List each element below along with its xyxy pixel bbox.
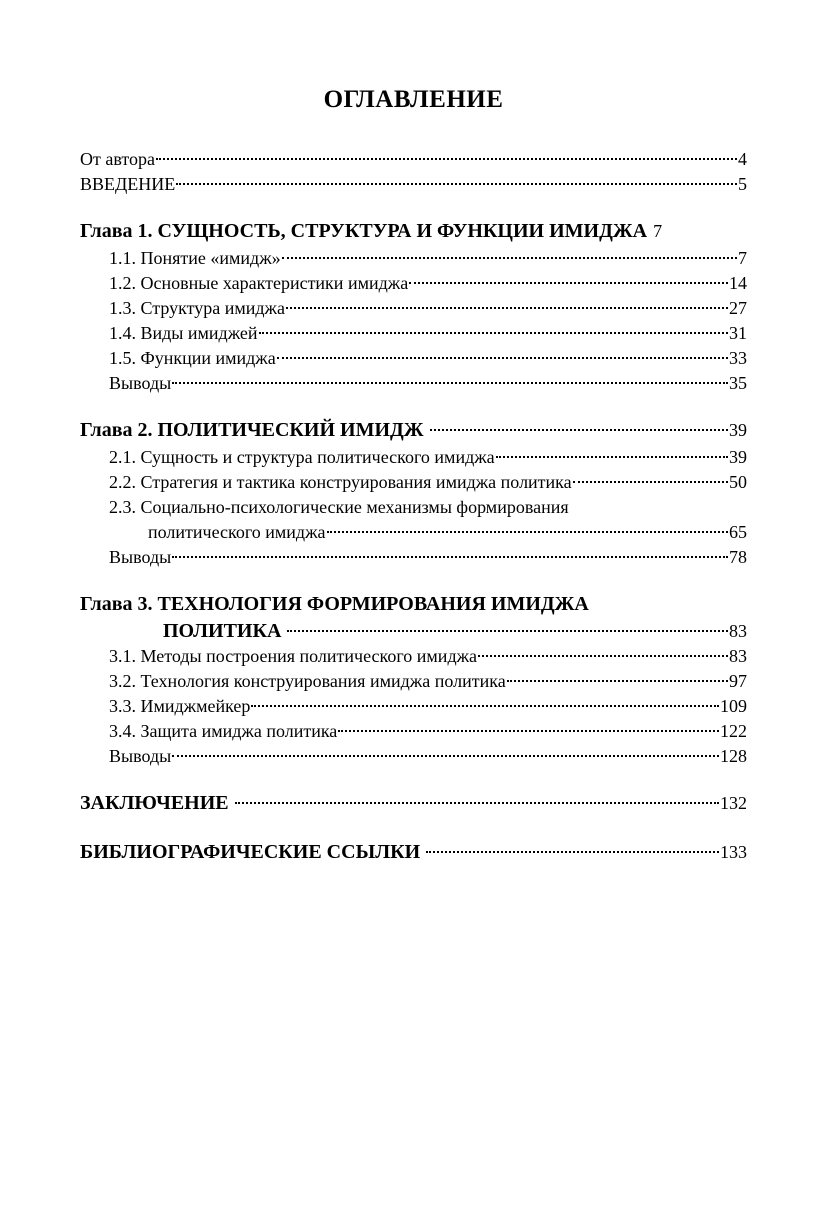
toc-entry-3-2[interactable] bbox=[80, 669, 747, 694]
toc-entry-page: 14 bbox=[729, 273, 747, 293]
toc-entry-introduction[interactable] bbox=[80, 172, 747, 197]
toc-entry-page: 27 bbox=[729, 298, 747, 318]
toc-entry-page: 35 bbox=[729, 373, 747, 393]
toc-chapter-1[interactable] bbox=[80, 217, 747, 246]
toc-entry-page: 109 bbox=[720, 696, 747, 716]
dot-leader bbox=[430, 429, 728, 431]
toc-entry-1-3[interactable] bbox=[80, 296, 747, 321]
toc-entry-page: 4 bbox=[738, 149, 747, 169]
dot-leader bbox=[156, 158, 737, 160]
toc-entry-label: Выводы bbox=[109, 373, 172, 393]
toc-entry-page: 50 bbox=[729, 472, 747, 492]
toc-entry-page: 65 bbox=[729, 522, 747, 542]
toc-entry-2-conclusions[interactable] bbox=[80, 545, 747, 570]
toc-entry-page: 133 bbox=[720, 842, 747, 862]
table-of-contents bbox=[80, 147, 747, 867]
toc-entry-label: Выводы bbox=[109, 746, 172, 766]
dot-leader bbox=[235, 802, 719, 804]
toc-entry-label: 3.4. Защита имиджа политика bbox=[109, 721, 338, 741]
toc-entry-conclusion[interactable] bbox=[80, 789, 747, 818]
toc-entry-label: 2.1. Сущность и структура политического имиджа bbox=[109, 447, 495, 467]
dot-leader bbox=[327, 531, 729, 533]
toc-entry-2-1[interactable] bbox=[80, 445, 747, 470]
toc-entry-page: 5 bbox=[738, 174, 747, 194]
toc-entry-bibliography[interactable] bbox=[80, 838, 747, 867]
toc-entry-page: 7 bbox=[653, 221, 663, 241]
toc-entry-2-2[interactable] bbox=[80, 470, 747, 495]
toc-entry-label: Выводы bbox=[109, 547, 172, 567]
chapter-heading: БИБЛИОГРАФИЧЕСКИЕ ССЫЛКИ bbox=[80, 841, 421, 863]
toc-entry-foreword[interactable] bbox=[80, 147, 747, 172]
toc-entry-1-5[interactable] bbox=[80, 346, 747, 371]
chapter-heading: Глава 1. СУЩНОСТЬ, СТРУКТУРА И ФУНКЦИИ ИМИДЖА bbox=[80, 220, 648, 242]
toc-entry-label: 1.5. Функции имиджа bbox=[109, 348, 276, 368]
toc-chapter-2[interactable] bbox=[80, 416, 747, 445]
toc-entry-label: ВВЕДЕНИЕ bbox=[80, 174, 176, 194]
chapter-heading: Глава 2. ПОЛИТИЧЕСКИЙ ИМИДЖ bbox=[80, 419, 424, 441]
toc-entry-page: 39 bbox=[729, 420, 747, 440]
toc-entry-label: 3.3. Имиджмейкер bbox=[109, 696, 251, 716]
dot-leader bbox=[573, 481, 728, 483]
toc-entry-page: 78 bbox=[729, 547, 747, 567]
dot-leader bbox=[426, 851, 719, 853]
page-title: ОГЛАВЛЕНИЕ bbox=[323, 86, 504, 113]
toc-entry-1-1[interactable] bbox=[80, 246, 747, 271]
toc-entry-page: 122 bbox=[720, 721, 747, 741]
toc-chapter-3[interactable] bbox=[80, 619, 747, 644]
toc-entry-page: 33 bbox=[729, 348, 747, 368]
toc-entry-page: 39 bbox=[729, 447, 747, 467]
toc-entry-page: 7 bbox=[738, 248, 747, 268]
dot-leader bbox=[338, 730, 719, 732]
dot-leader bbox=[409, 282, 728, 284]
dot-leader bbox=[282, 257, 737, 259]
toc-entry-page: 83 bbox=[729, 646, 747, 666]
dot-leader bbox=[172, 755, 719, 757]
toc-entry-2-3-line1[interactable]: 2.3. Социально-психологические механизмы формирования bbox=[109, 497, 569, 517]
dot-leader bbox=[172, 556, 728, 558]
toc-entry-1-4[interactable] bbox=[80, 321, 747, 346]
toc-entry-label: политического имиджа bbox=[148, 522, 326, 542]
toc-entry-1-2[interactable] bbox=[80, 271, 747, 296]
toc-entry-label: 1.3. Структура имиджа bbox=[109, 298, 285, 318]
toc-entry-label: 1.4. Виды имиджей bbox=[109, 323, 258, 343]
toc-entry-label: 3.2. Технология конструирования имиджа политика bbox=[109, 671, 506, 691]
toc-entry-label: 1.1. Понятие «имидж» bbox=[109, 248, 281, 268]
dot-leader bbox=[286, 307, 728, 309]
dot-leader bbox=[277, 357, 728, 359]
toc-entry-1-conclusions[interactable] bbox=[80, 371, 747, 396]
dot-leader bbox=[251, 705, 719, 707]
dot-leader bbox=[172, 382, 728, 384]
toc-entry-3-3[interactable] bbox=[80, 694, 747, 719]
dot-leader bbox=[496, 456, 728, 458]
toc-entry-page: 128 bbox=[720, 746, 747, 766]
toc-entry-page: 31 bbox=[729, 323, 747, 343]
toc-chapter-3-line1[interactable]: Глава 3. ТЕХНОЛОГИЯ ФОРМИРОВАНИЯ ИМИДЖА bbox=[80, 593, 589, 615]
chapter-heading: ПОЛИТИКА bbox=[163, 620, 282, 642]
dot-leader bbox=[287, 630, 728, 632]
toc-entry-2-3[interactable] bbox=[80, 520, 747, 545]
toc-entry-label: 3.1. Методы построения политического имиджа bbox=[109, 646, 478, 666]
toc-entry-label: 1.2. Основные характеристики имиджа bbox=[109, 273, 409, 293]
toc-entry-label: От автора bbox=[80, 149, 156, 169]
dot-leader bbox=[259, 332, 728, 334]
toc-entry-3-1[interactable] bbox=[80, 644, 747, 669]
toc-entry-page: 132 bbox=[720, 793, 747, 813]
chapter-heading: ЗАКЛЮЧЕНИЕ bbox=[80, 792, 229, 814]
toc-entry-label: 2.2. Стратегия и тактика конструирования имиджа политика bbox=[109, 472, 572, 492]
toc-entry-3-4[interactable] bbox=[80, 719, 747, 744]
dot-leader bbox=[507, 680, 728, 682]
dot-leader bbox=[176, 183, 737, 185]
toc-entry-3-conclusions[interactable] bbox=[80, 744, 747, 769]
toc-entry-page: 83 bbox=[729, 621, 747, 641]
dot-leader bbox=[478, 655, 728, 657]
toc-entry-page: 97 bbox=[729, 671, 747, 691]
